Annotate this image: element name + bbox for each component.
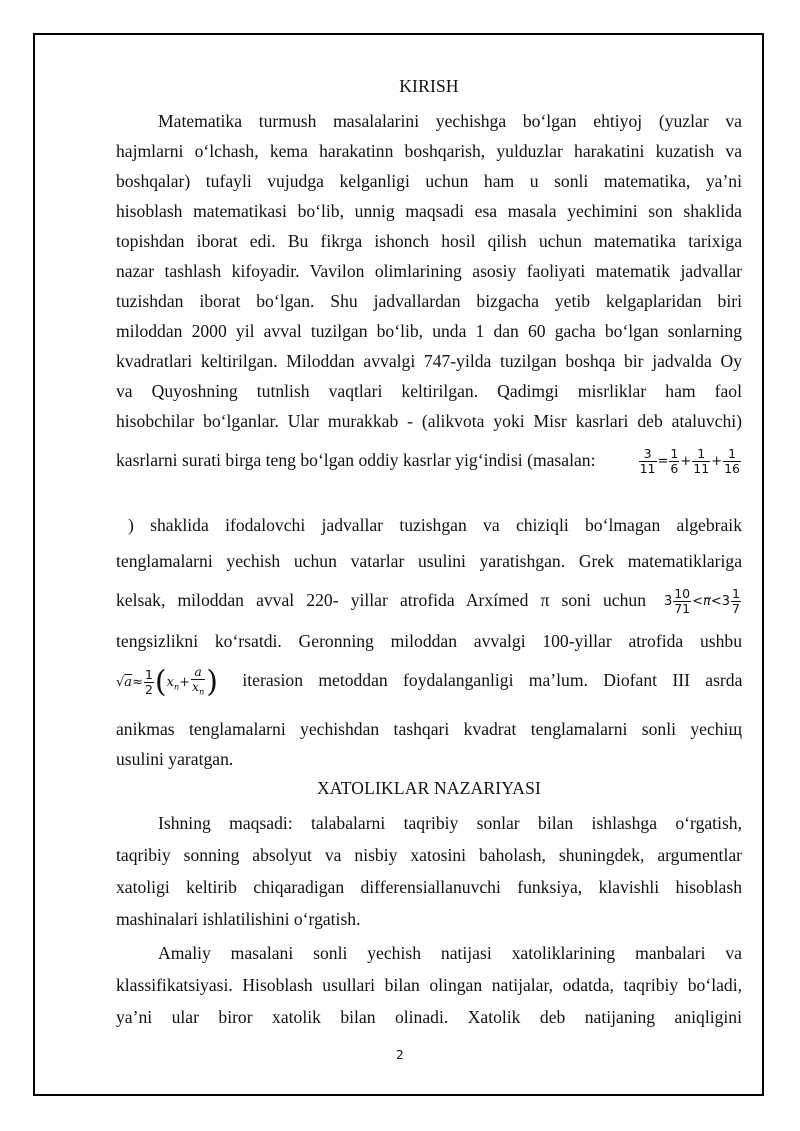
text-line: anikmas tenglamalarni yechishdan tashqari kvadrat tenglamalarni sonli yechiщ: [116, 719, 742, 739]
text-line: tenglamalarni yechish uchun vatarlar usulini yaratishgan. Grek matematiklariga: [116, 551, 742, 571]
denominator: [191, 680, 205, 700]
formula-egyptian-fractions: [638, 440, 742, 482]
numerator: 3: [639, 447, 657, 462]
less-than-sign: <: [692, 593, 704, 609]
variable-x: x: [166, 675, 174, 690]
text-line-egypt: [116, 440, 742, 480]
numerator: 1: [670, 446, 679, 462]
text-line: usulini yaratgan.: [116, 749, 234, 769]
fraction: [692, 447, 710, 476]
subscript-n: n: [173, 682, 180, 692]
left-paren: (: [154, 664, 167, 700]
text-line-heron: [116, 658, 742, 702]
fraction: [723, 447, 741, 476]
text-line: Matematika turmush masalalarini yechishga bo‘lgan ehtiyoj (yuzlar va: [158, 111, 742, 131]
text-line: klassifikatsiyasi. Hisoblash usullari bilan olingan natijalar, odatda, taqribiy bo‘ladi,: [116, 975, 742, 995]
text-line: topishdan iborat edi. Bu fikrga ishonch hosil qilish uchun matematika tarixiga: [116, 231, 742, 251]
fraction: [669, 447, 679, 476]
subscript-n: n: [199, 687, 205, 697]
text-segment: kasrlarni surati birga teng bo‘lgan oddiy kasrlar yig‘indisi (masalan:: [116, 450, 596, 470]
text-segment: iterasion metoddan foydalanganligi ma’lum. Diofant III asrda: [242, 670, 743, 690]
approx-sign: ≈: [132, 675, 143, 690]
text-line: mashinalari ishlatilishini o‘rgatish.: [116, 909, 361, 929]
numerator: a: [191, 665, 205, 680]
fraction: [639, 447, 657, 476]
text-line: tuzishdan iborat bo‘lgan. Shu jadvallardan bizgacha yetib kelgaplaridan biri: [116, 291, 742, 311]
text-segment: kelsak, miloddan avval 220- yillar atrofida Arxímed π soni uchun: [116, 590, 646, 610]
right-paren: ): [206, 664, 218, 700]
text-line: Ishning maqsadi: talabalarni taqribiy sonlar bilan ishlashga o‘rgatish,: [158, 813, 742, 833]
integer-part: 3: [721, 593, 731, 609]
plus-sign: +: [179, 675, 191, 690]
plus-sign: +: [711, 453, 723, 469]
equals-sign: =: [657, 453, 669, 469]
text-line: Amaliy masalani sonli yechish natijasi xatoliklarining manbalari va: [158, 943, 742, 963]
page-number: 2: [396, 1048, 404, 1062]
text-line: hisobchilar bo‘lganlar. Ular murakkab - (alikvota yoki Misr kasrlari deb ataluvchi): [116, 411, 742, 431]
denominator: 7: [732, 601, 740, 617]
plus-sign: +: [680, 453, 692, 469]
fraction: [144, 668, 154, 697]
text-line-pi: [116, 578, 742, 622]
pi-symbol: π: [703, 593, 711, 609]
text-line: taqribiy sonning absolyut va nisbiy xatosini baholash, shuningdek, argumentlar: [116, 845, 742, 865]
integer-part: 3: [663, 593, 673, 609]
formula-archimedes-pi: [664, 578, 742, 624]
variable-x: x: [192, 679, 200, 695]
denominator: 11: [639, 461, 656, 477]
heading-kirish: KIRISH: [399, 76, 459, 96]
text-line: ya’ni ular biror xatolik bilan olinadi. Xatolik deb natijaning aniqligini: [116, 1007, 742, 1027]
text-line: va Quyoshning tutnlish vaqtlari keltirilgan. Qadimgi misrliklar ham faol: [116, 381, 742, 401]
text-line: nazar tashlash kifoyadir. Vavilon olimlarining asosiy faoliyati matematik jadvallar: [116, 261, 742, 281]
text-line: xatoligi keltirib chiqaradigan differensiallanuvchi funksiya, klavishli hisoblash: [116, 877, 742, 897]
denominator: 6: [670, 461, 679, 477]
variable-a: a: [124, 675, 133, 690]
numerator: 1: [692, 447, 710, 462]
fraction: [191, 665, 205, 700]
text-line: boshqalar) tufayli vujudga kelganligi uchun ham u sonli matematika, ya’ni: [116, 171, 742, 191]
formula-heron: [116, 661, 228, 710]
numerator: 10: [674, 586, 691, 602]
denominator: 11: [693, 461, 710, 477]
numerator: 1: [723, 447, 741, 462]
numerator: 1: [732, 586, 740, 602]
numerator: 1: [144, 667, 153, 682]
less-than-sign: <: [710, 593, 722, 609]
heading-xatoliklar: XATOLIKLAR NAZARIYASI: [316, 778, 542, 798]
text-line: kvadratlari keltirilgan. Miloddan avvalgi 747-yilda tuzilgan boshqa bir jadvalda Oy: [116, 351, 742, 371]
text-line: tengsizlikni ko‘rsatdi. Geronning miloddan avvalgi 100-yillar atrofida ushbu: [116, 631, 742, 651]
denominator: 71: [674, 601, 691, 617]
denominator: 16: [724, 461, 740, 477]
sqrt-symbol: √: [116, 675, 125, 690]
denominator: 2: [144, 682, 153, 697]
text-line: hajmlarni o‘lchash, kema harakatinn boshqarish, yulduzlar harakatini kuzatish va: [116, 141, 742, 161]
text-line: miloddan 2000 yil avval tuzilgan bo‘lib, unda 1 dan 60 gacha bo‘lgan sonlarning: [116, 321, 742, 341]
fraction: [731, 587, 741, 616]
text-line: ) shaklida ifodalovchi jadvallar tuzishgan va chiziqli bo‘lmagan algebraik: [128, 515, 742, 535]
fraction: [673, 587, 691, 616]
text-line: hisoblash matematikasi bo‘lib, unnig maqsadi esa masala yechimini son shaklida: [116, 201, 742, 221]
